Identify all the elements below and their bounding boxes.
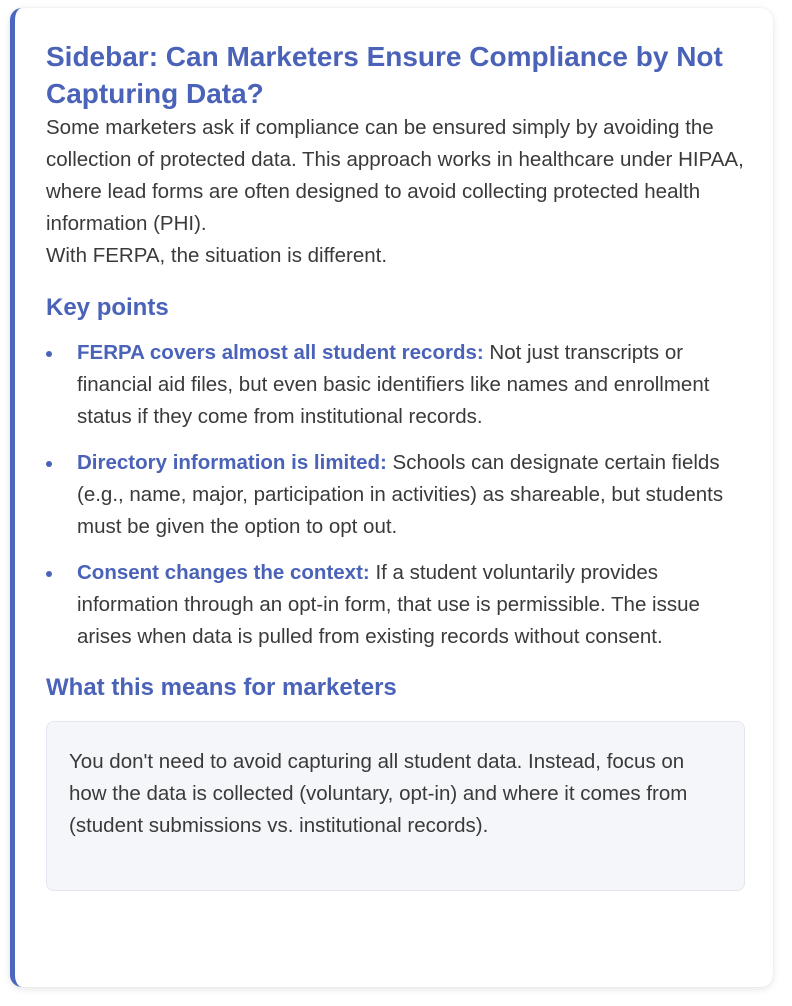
bullet-icon xyxy=(46,461,52,467)
callout-box xyxy=(46,721,745,891)
list-item xyxy=(46,337,745,433)
key-point-lead: FERPA covers almost all student records: xyxy=(77,341,484,364)
key-point-text: If a student voluntarily provides information through an opt-in form, that use is permissible. The issue arises when data is pulled from existing records without consent. xyxy=(77,561,700,648)
list-item xyxy=(46,557,745,653)
callout-text: You don't need to avoid capturing all student data. Instead, focus on how the data is collected (voluntary, opt-in) and where it comes from (student submissions vs. institutional records). xyxy=(69,750,688,837)
sidebar-title: Sidebar: Can Marketers Ensure Compliance by Not Capturing Data? xyxy=(46,41,723,109)
key-point-text: Schools can designate certain fields (e.g., name, major, participation in activities) as shareable, but students must be given the option to opt out. xyxy=(77,451,724,538)
key-points-list xyxy=(46,337,745,653)
bullet-icon xyxy=(46,571,52,577)
bullet-icon xyxy=(46,351,52,357)
key-point-lead: Directory information is limited: xyxy=(77,451,387,474)
ferpa-note: With FERPA, the situation is different. xyxy=(46,244,388,267)
marketers-heading: What this means for marketers xyxy=(46,674,397,701)
key-point-text: Not just transcripts or financial aid files, but even basic identifiers like names and enrollment status if they come from institutional records. xyxy=(77,341,710,428)
list-item xyxy=(46,447,745,543)
sidebar-card xyxy=(10,8,773,987)
key-point-lead: Consent changes the context: xyxy=(77,561,370,584)
key-points-heading: Key points xyxy=(46,294,169,321)
intro-paragraph: Some marketers ask if compliance can be ensured simply by avoiding the collection of protected data. This approach works in healthcare under HIPAA, where lead forms are often designed to avoid collecting protected health information (PHI). xyxy=(46,116,744,235)
